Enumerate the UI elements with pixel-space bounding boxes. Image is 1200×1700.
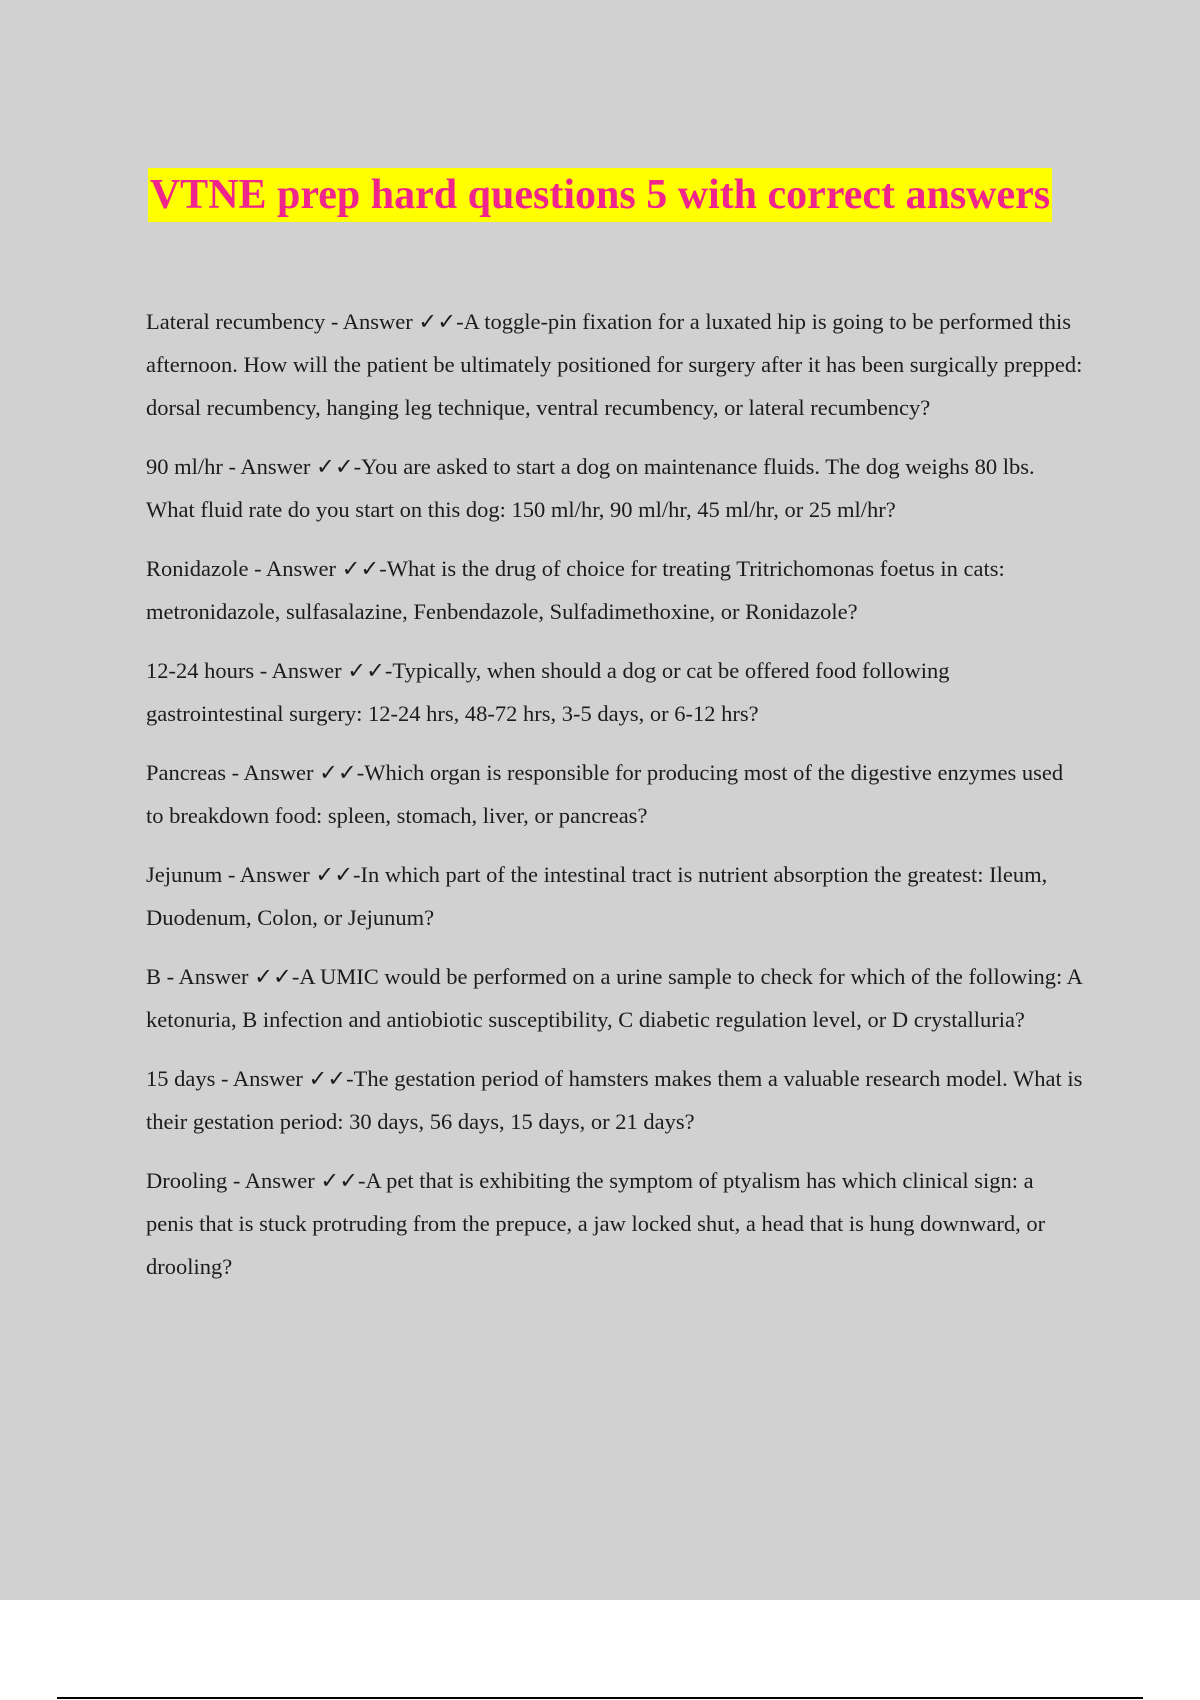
qa-item: Pancreas - Answer ✓✓-Which organ is responsible for producing most of the digestive enzymes used to breakdown food: spleen, stomach, liver, or pancreas?: [146, 760, 1064, 828]
document-title: VTNE prep hard questions 5 with correct answers: [148, 168, 1052, 222]
qa-item: Lateral recumbency - Answer ✓✓-A toggle-pin fixation for a luxated hip is going to be performed this afternoon. How will the patient be ultimately positioned for surgery after it has been surgically prepped: dorsal recumbency, hanging leg technique, ventral recumbency, or lateral recumbency?: [146, 309, 1083, 420]
qa-item: 12-24 hours - Answer ✓✓-Typically, when should a dog or cat be offered food following gastrointestinal surgery: 12-24 hrs, 48-72 hrs, 3-5 days, or 6-12 hrs?: [146, 658, 950, 726]
qa-item: 15 days - Answer ✓✓-The gestation period of hamsters makes them a valuable research model. What is their gestation period: 30 days, 56 days, 15 days, or 21 days?: [146, 1066, 1083, 1134]
qa-item: B - Answer ✓✓-A UMIC would be performed on a urine sample to check for which of the following: A ketonuria, B infection and antiobiotic susceptibility, C diabetic regulation level, or D crystalluria?: [146, 964, 1082, 1032]
qa-item: Drooling - Answer ✓✓-A pet that is exhibiting the symptom of ptyalism has which clinical sign: a penis that is stuck protruding from the prepuce, a jaw locked shut, a head that is hung downward, or drooling?: [146, 1168, 1046, 1279]
title-container: [0, 168, 1200, 222]
qa-item: Ronidazole - Answer ✓✓-What is the drug of choice for treating Tritrichomonas foetus in cats: metronidazole, sulfasalazine, Fenbendazole, Sulfadimethoxine, or Ronidazole?: [146, 556, 1005, 624]
page-divider: [57, 1697, 1143, 1699]
qa-item: Jejunum - Answer ✓✓-In which part of the intestinal tract is nutrient absorption the greatest: Ileum, Duodenum, Colon, or Jejunum?: [146, 862, 1048, 930]
qa-list: [146, 300, 1086, 1304]
qa-item: 90 ml/hr - Answer ✓✓-You are asked to start a dog on maintenance fluids. The dog weighs 80 lbs. What fluid rate do you start on this dog: 150 ml/hr, 90 ml/hr, 45 ml/hr, or 25 ml/hr?: [146, 454, 1035, 522]
